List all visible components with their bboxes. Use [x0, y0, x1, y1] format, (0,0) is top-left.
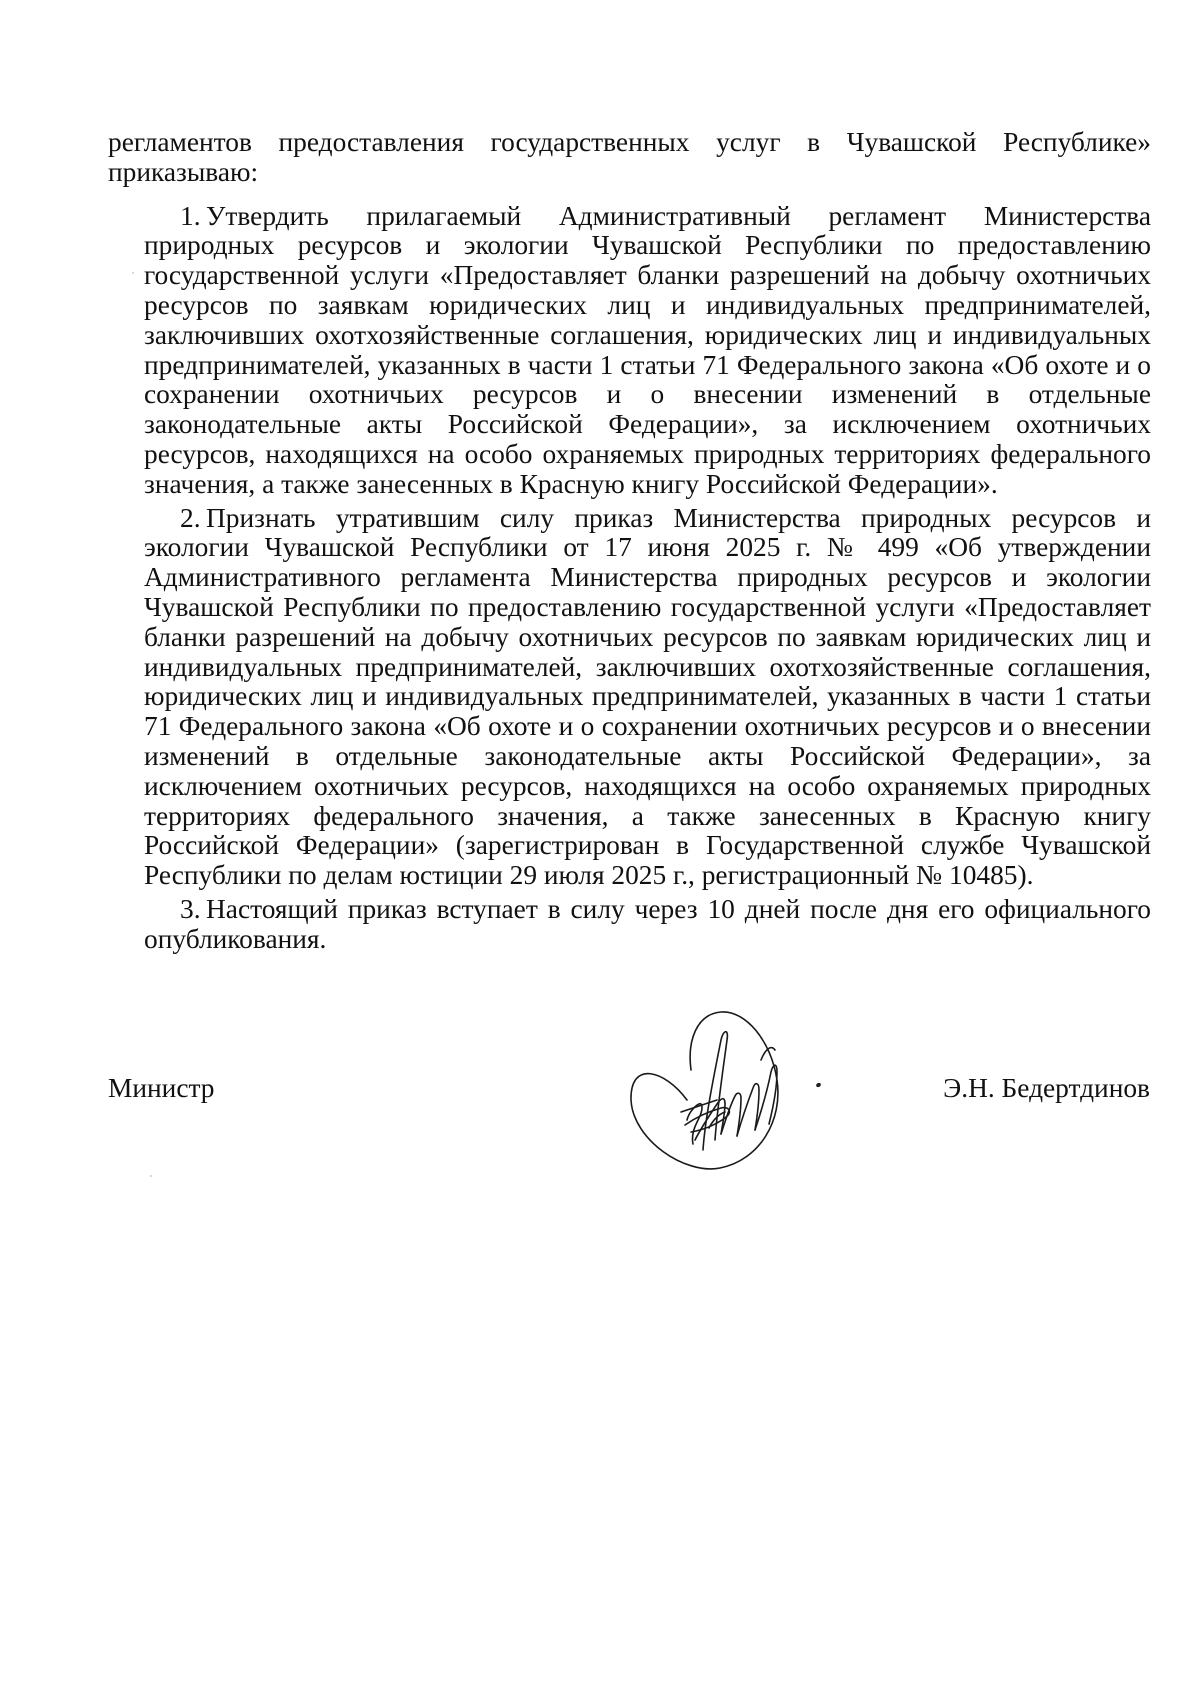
order-item-text: Утвердить прилагаемый Административный регламент Министерства природных ресурсов и экологии Чувашской Республики по предоставлению государственной услуги «Предоставляет бланки разрешений на добычу охотничьих ресурсов по заявкам юридических лиц и индивидуальных предпринимателей, заключивших охотхозяйственные соглашения, юридических лиц и индивидуальных предпринимателей, указанных в части 1 статьи 71 Федерального закона «Об охоте и о сохранении охотничьих ресурсов и о внесении изменений в отдельные законодательные акты Российской Федерации», за исключением охотничьих ресурсов, находящихся на особо охраняемых природных территориях федерального значения, а также занесенных в Красную книгу Российской Федерации». [144, 200, 1151, 499]
lead-paragraph: регламентов предоставления государственных услуг в Чувашской Республике» приказываю: [108, 127, 1151, 187]
order-item-number: 1. [180, 200, 201, 231]
scan-speck [150, 1175, 152, 1177]
order-item-number: 3. [180, 893, 201, 924]
signature-block [0, 1000, 1200, 1190]
order-item-2 [144, 504, 1151, 891]
order-item-1 [144, 202, 1151, 500]
order-item-text: Настоящий приказ вступает в силу через 10 дней после дня его официального опубликования. [144, 893, 1151, 954]
scan-speck [132, 272, 134, 274]
signatory-title: Министр [108, 1073, 215, 1103]
order-item-3 [144, 895, 1151, 955]
order-item-text: Признать утратившим силу приказ Министерства природных ресурсов и экологии Чувашской Республики от 17 июня 2025 г. № 499 «Об утверждении Административного регламента Министерства природных ресурсов и экологии Чувашской Республики по предоставлению государственной услуги «Предоставляет бланки разрешений на добычу охотничьих ресурсов по заявкам юридических лиц и индивидуальных предпринимателей, заключивших охотхозяйственные соглашения, юридических лиц и индивидуальных предпринимателей, указанных в части 1 статьи 71 Федерального закона «Об охоте и о сохранении охотничьих ресурсов и о внесении изменений в отдельные законодательные акты Российской Федерации», за исключением охотничьих ресурсов, находящихся на особо охраняемых природных территориях федерального значения, а также занесенных в Красную книгу Российской Федерации» (зарегистрирован в Государственной службе Чувашской Республики по делам юстиции 29 июля 2025 г., регистрационный № 10485). [144, 502, 1151, 891]
signatory-name: Э.Н. Бедертдинов [943, 1073, 1150, 1103]
order-item-number: 2. [180, 502, 201, 533]
document-body [108, 128, 1151, 955]
ink-dot [815, 1082, 821, 1088]
handwritten-signature [625, 1000, 805, 1190]
